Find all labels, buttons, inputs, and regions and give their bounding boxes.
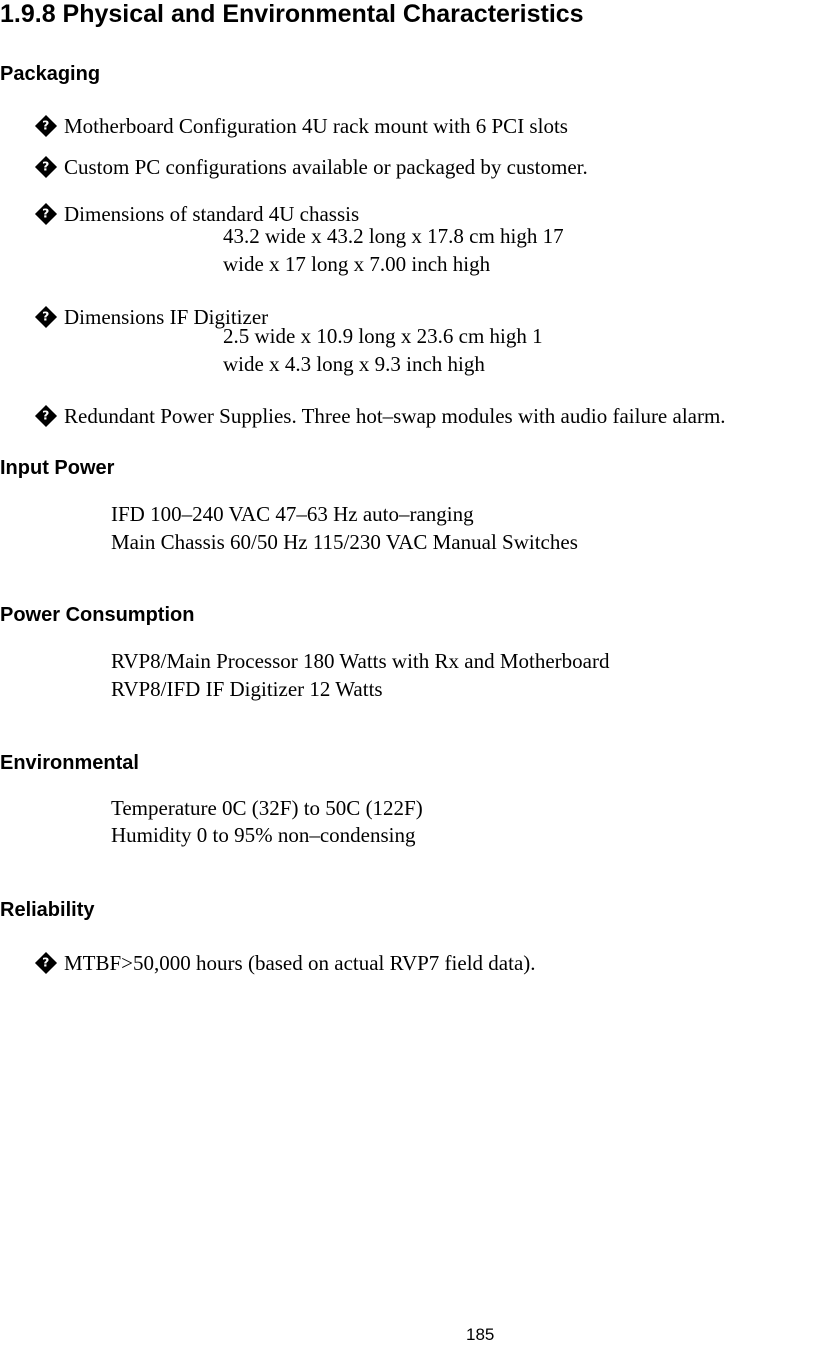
- bullet-icon: ?: [35, 156, 57, 178]
- packaging-heading: Packaging: [0, 63, 101, 85]
- digitizer-dims-line-1: 2.5 wide x 10.9 long x 23.6 cm high 1: [223, 324, 543, 348]
- bullet-icon: ?: [35, 203, 57, 225]
- packaging-item-motherboard: ? Motherboard Configuration 4U rack mount with 6 PCI slots: [36, 114, 568, 138]
- chassis-dims-line-2: wide x 17 long x 7.00 inch high: [223, 252, 491, 276]
- bullet-icon: ?: [35, 115, 57, 137]
- section-title: 1.9.8 Physical and Environmental Characteristics: [0, 0, 584, 28]
- power-consumption-line-1: RVP8/Main Processor 180 Watts with Rx and Motherboard: [111, 649, 610, 673]
- input-power-line-2: Main Chassis 60/50 Hz 115/230 VAC Manual Switches: [111, 530, 578, 554]
- bullet-icon: ?: [35, 306, 57, 328]
- environmental-line-1: Temperature 0C (32F) to 50C (122F): [111, 796, 423, 820]
- bullet-icon: ?: [35, 952, 57, 974]
- page-number: 185: [466, 1325, 495, 1344]
- environmental-line-2: Humidity 0 to 95% non–condensing: [111, 823, 416, 847]
- packaging-item-custom-pc: ? Custom PC configurations available or packaged by customer.: [36, 155, 588, 179]
- reliability-heading: Reliability: [0, 899, 95, 921]
- chassis-dims-line-1: 43.2 wide x 43.2 long x 17.8 cm high 17: [223, 224, 564, 248]
- reliability-item-mtbf: ? MTBF>50,000 hours (based on actual RVP7 field data).: [36, 951, 536, 975]
- bullet-icon: ?: [35, 405, 57, 427]
- environmental-heading: Environmental: [0, 752, 139, 774]
- input-power-line-1: IFD 100–240 VAC 47–63 Hz auto–ranging: [111, 502, 474, 526]
- power-consumption-heading: Power Consumption: [0, 604, 195, 626]
- packaging-item-chassis-dimensions: ? Dimensions of standard 4U chassis: [36, 202, 359, 226]
- power-consumption-line-2: RVP8/IFD IF Digitizer 12 Watts: [111, 677, 383, 701]
- packaging-item-power-supplies: ? Redundant Power Supplies. Three hot–swap modules with audio failure alarm.: [36, 404, 726, 428]
- packaging-item-digitizer-dimensions: ? Dimensions IF Digitizer: [36, 305, 268, 329]
- input-power-heading: Input Power: [0, 457, 115, 479]
- digitizer-dims-line-2: wide x 4.3 long x 9.3 inch high: [223, 352, 485, 376]
